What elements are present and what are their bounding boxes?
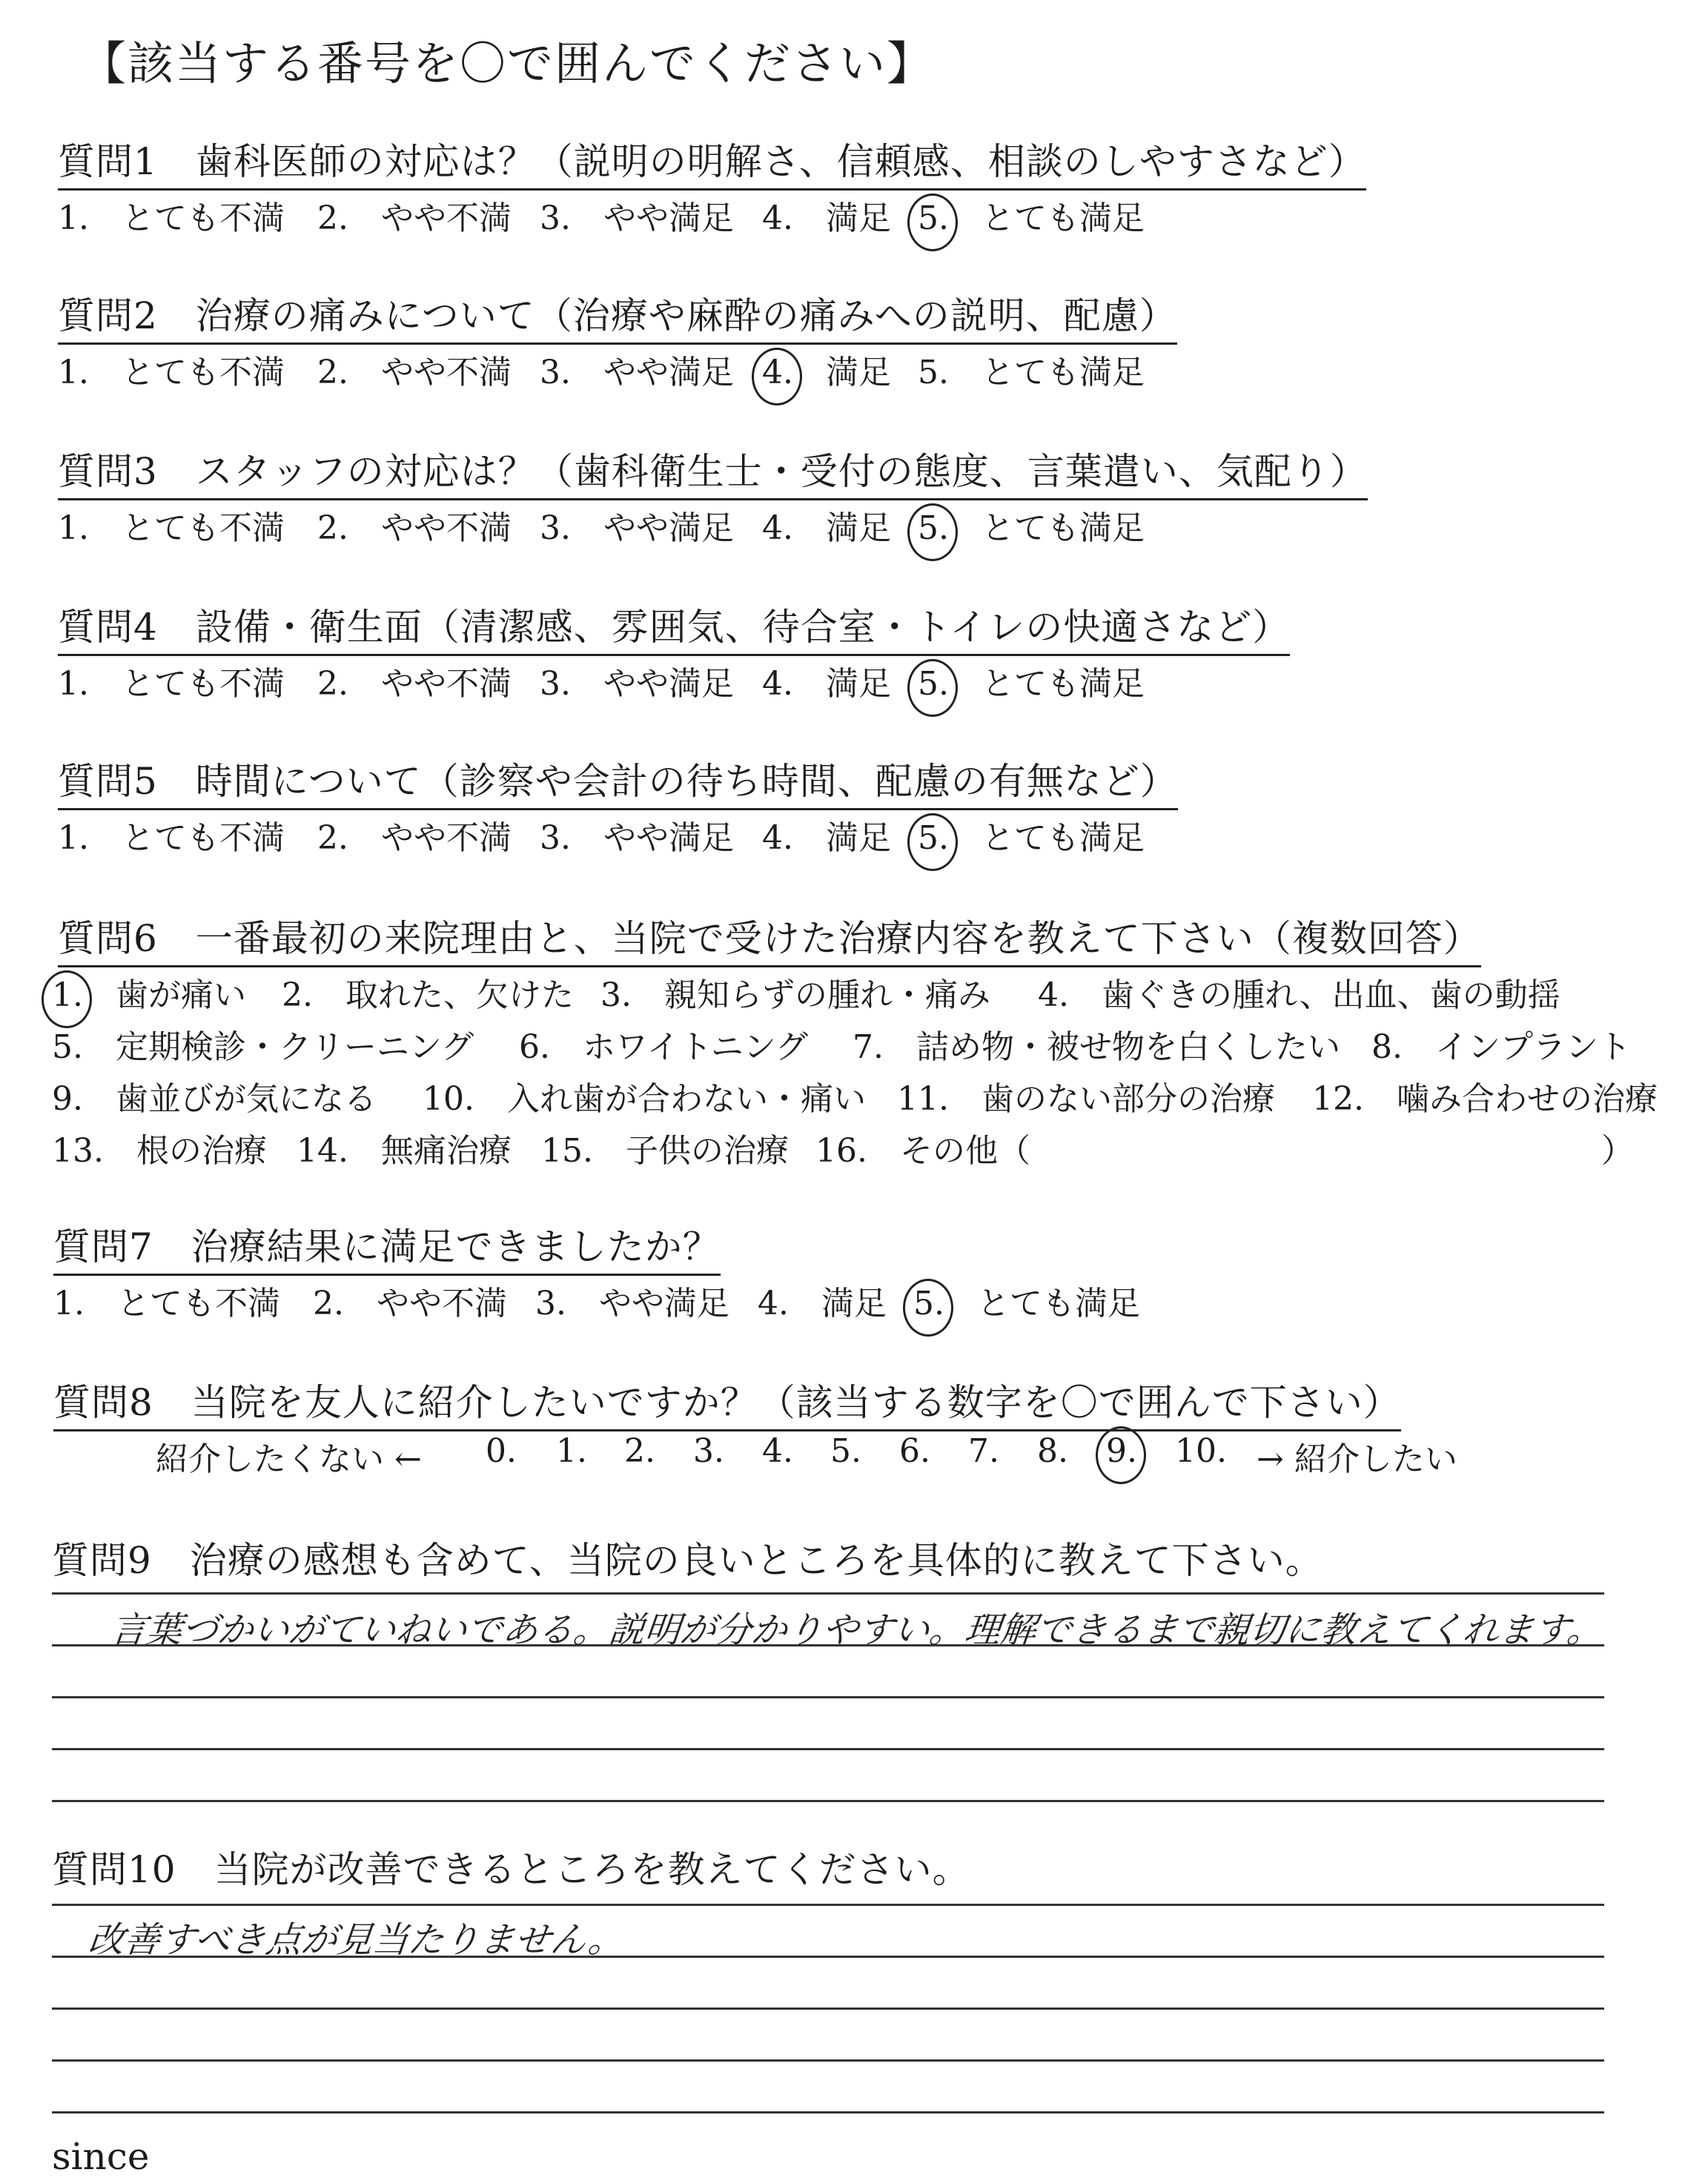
reason-option-3[interactable]: 3. 親知らずの腫れ・痛み xyxy=(600,976,990,1014)
question-6: 質問6 一番最初の来院理由と、当院で受けた治療内容を教えて下さい（複数回答） xyxy=(58,909,1481,967)
scale-3[interactable]: 3. xyxy=(693,1432,724,1470)
option-5[interactable]: 5. とても満足 xyxy=(918,354,1145,391)
scale-left-label: 紹介したくない ← xyxy=(156,1440,422,1478)
reason-option-15[interactable]: 15. 子供の治療 xyxy=(541,1132,789,1170)
answer-line xyxy=(52,2059,1604,2062)
option-2[interactable]: 2. やや不満 xyxy=(317,199,512,237)
reason-option-8[interactable]: 8. インプラント xyxy=(1371,1028,1631,1066)
option-2[interactable]: 2. やや不満 xyxy=(317,819,512,857)
reason-option-2[interactable]: 2. 取れた、欠けた xyxy=(282,976,574,1014)
question-4: 質問4 設備・衛生面（清潔感、雰囲気、待合室・トイレの快適さなど） xyxy=(58,598,1290,656)
scale-right-label: → 紹介したい xyxy=(1257,1440,1457,1478)
option-4[interactable]: 4. 満足 xyxy=(762,199,891,237)
option-3[interactable]: 3. やや満足 xyxy=(540,819,734,857)
option-5-selected[interactable]: 5. とても満足 xyxy=(918,509,1145,547)
answer-line xyxy=(52,2007,1604,2010)
question-1: 質問1 歯科医師の対応は？（説明の明解さ、信頼感、相談のしやすさなど） xyxy=(58,132,1366,191)
option-3[interactable]: 3. やや満足 xyxy=(540,665,734,703)
reason-option-1-selected[interactable]: 1. 歯が痛い xyxy=(52,976,246,1014)
question-2: 質問2 治療の痛みについて（治療や麻酔の痛みへの説明、配慮） xyxy=(58,286,1177,345)
option-5-selected[interactable]: 5. とても満足 xyxy=(913,1285,1140,1323)
option-5-selected[interactable]: 5. とても満足 xyxy=(918,819,1145,857)
scale-0[interactable]: 0. xyxy=(486,1432,517,1470)
other-close-paren: ） xyxy=(1601,1132,1634,1170)
answer-scale-q4 xyxy=(58,657,1615,701)
option-4[interactable]: 4. 満足 xyxy=(762,509,891,547)
reason-option-9[interactable]: 9. 歯並びが気になる xyxy=(52,1080,377,1118)
scale-7[interactable]: 7. xyxy=(968,1432,999,1470)
answer-line xyxy=(52,2111,1604,2114)
page-title: 【該当する番号を〇で囲んでください】 xyxy=(80,36,935,90)
answer-line xyxy=(52,1644,1604,1646)
answer-line xyxy=(52,1904,1604,1906)
answer-line xyxy=(52,1748,1604,1750)
scale-2[interactable]: 2. xyxy=(624,1432,655,1470)
scale-10[interactable]: 10. xyxy=(1175,1432,1227,1470)
option-4[interactable]: 4. 満足 xyxy=(762,819,891,857)
option-1[interactable]: 1. とても不満 xyxy=(53,1285,280,1323)
scale-8[interactable]: 8. xyxy=(1037,1432,1068,1470)
option-1[interactable]: 1. とても不満 xyxy=(58,354,285,391)
option-4[interactable]: 4. 満足 xyxy=(758,1285,887,1323)
question-8: 質問8 当院を友人に紹介したいですか？（該当する数字を〇で囲んで下さい） xyxy=(53,1373,1401,1431)
answer-scale-q1 xyxy=(58,191,1615,236)
handwritten-answer-q10[interactable]: 改善すべき点が見当たりません。 xyxy=(86,1919,626,1961)
option-1[interactable]: 1. とても不満 xyxy=(58,509,285,547)
answer-scale-q3 xyxy=(58,501,1615,546)
option-3[interactable]: 3. やや満足 xyxy=(540,509,734,547)
reason-option-5[interactable]: 5. 定期検診・クリーニング xyxy=(52,1028,474,1066)
scale-5[interactable]: 5. xyxy=(830,1432,861,1470)
reason-option-10[interactable]: 10. 入れ歯が合わない・痛い xyxy=(423,1080,866,1118)
reason-option-11[interactable]: 11. 歯のない部分の治療 xyxy=(897,1080,1275,1118)
scale-6[interactable]: 6. xyxy=(899,1432,930,1470)
scale-9-selected[interactable]: 9. xyxy=(1106,1432,1137,1470)
option-2[interactable]: 2. やや不満 xyxy=(313,1285,507,1323)
answer-scale-q7 xyxy=(53,1277,1610,1321)
answer-line xyxy=(52,1800,1604,1802)
reason-option-14[interactable]: 14. 無痛治療 xyxy=(297,1132,512,1170)
reason-option-16-other[interactable]: 16. その他（ xyxy=(815,1132,1030,1170)
footer-text-cut-off: since xyxy=(52,2135,150,2178)
option-4-selected[interactable]: 4. 満足 xyxy=(762,354,891,391)
reason-option-6[interactable]: 6. ホワイトニング xyxy=(519,1028,809,1066)
question-5: 質問5 時間について（診察や会計の待ち時間、配慮の有無など） xyxy=(58,752,1178,810)
answer-line xyxy=(52,1956,1604,1958)
question-10: 質問10 当院が改善できるところを教えてください。 xyxy=(52,1848,970,1891)
handwritten-answer-q9[interactable]: 言葉づかいがていねいである。説明が分かりやすい。理解できるまで親切に教えてくれます。 xyxy=(108,1609,1605,1651)
reason-option-7[interactable]: 7. 詰め物・被せ物を白くしたい xyxy=(853,1028,1340,1066)
question-9: 質問9 治療の感想も含めて、当院の良いところを具体的に教えて下さい。 xyxy=(52,1539,1323,1582)
option-4[interactable]: 4. 満足 xyxy=(762,665,891,703)
scale-1[interactable]: 1. xyxy=(556,1432,587,1470)
reason-option-12[interactable]: 12. 噛み合わせの治療 xyxy=(1312,1080,1658,1118)
answer-line xyxy=(52,1592,1604,1595)
option-5-selected[interactable]: 5. とても満足 xyxy=(918,665,1145,703)
option-1[interactable]: 1. とても不満 xyxy=(58,819,285,857)
reason-option-4[interactable]: 4. 歯ぐきの腫れ、出血、歯の動揺 xyxy=(1038,976,1560,1014)
option-2[interactable]: 2. やや不満 xyxy=(317,354,512,391)
recommend-scale-q8 xyxy=(156,1432,1564,1477)
reason-options-q6 xyxy=(52,968,1658,1191)
answer-scale-q2 xyxy=(58,345,1615,390)
reason-option-13[interactable]: 13. 根の治療 xyxy=(52,1132,267,1170)
option-2[interactable]: 2. やや不満 xyxy=(317,509,512,547)
option-2[interactable]: 2. やや不満 xyxy=(317,665,512,703)
option-1[interactable]: 1. とても不満 xyxy=(58,199,285,237)
answer-line xyxy=(52,1696,1604,1698)
option-5-selected[interactable]: 5. とても満足 xyxy=(918,199,1145,237)
scale-4[interactable]: 4. xyxy=(762,1432,793,1470)
option-3[interactable]: 3. やや満足 xyxy=(535,1285,729,1323)
question-3: 質問3 スタッフの対応は？（歯科衛生士・受付の態度、言葉遣い、気配り） xyxy=(58,442,1368,500)
option-3[interactable]: 3. やや満足 xyxy=(540,354,734,391)
option-1[interactable]: 1. とても不満 xyxy=(58,665,285,703)
question-7: 質問7 治療結果に満足できましたか？ xyxy=(53,1217,721,1276)
option-3[interactable]: 3. やや満足 xyxy=(540,199,734,237)
answer-scale-q5 xyxy=(58,811,1615,855)
